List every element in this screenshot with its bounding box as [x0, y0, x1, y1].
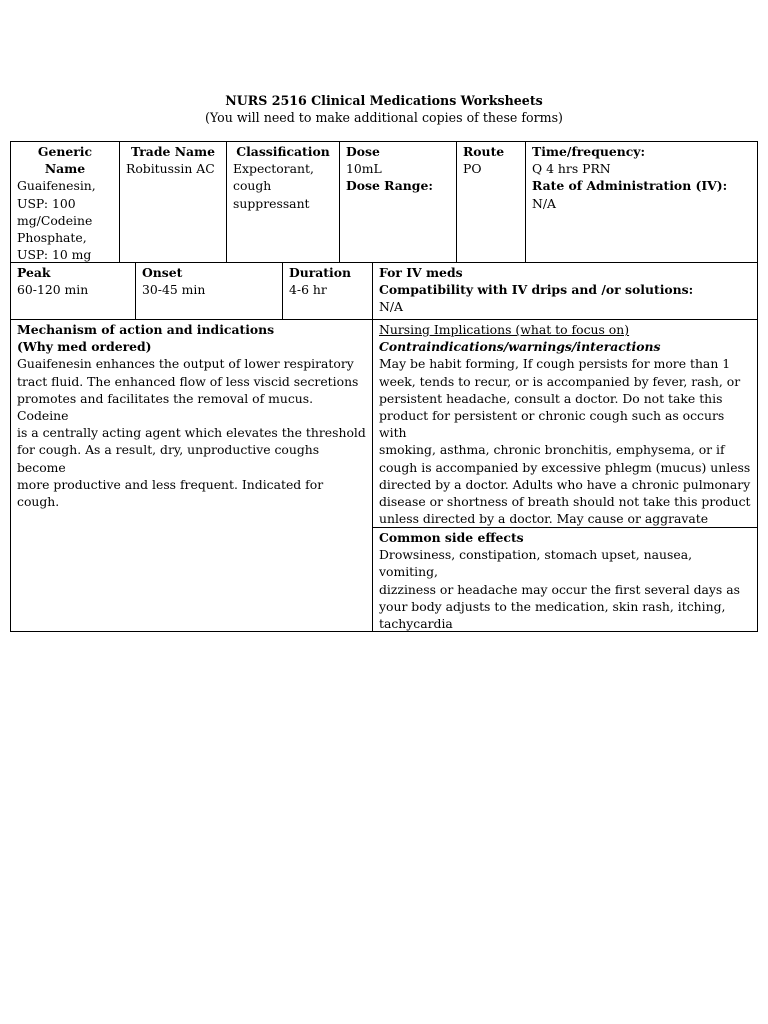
route-value: PO: [463, 161, 482, 177]
side-effects-text-line: your body adjusts to the medication, skin rash, itching,: [379, 598, 726, 614]
generic-name-line: Phosphate,: [17, 230, 87, 246]
iv-compatibility-label: Compatibility with IV drips and /or solutions:: [379, 282, 694, 298]
peak-cell: [10, 262, 136, 320]
duration-label: Duration: [289, 265, 352, 280]
time-frequency-label: Time/frequency:: [532, 144, 646, 159]
side-effects-text-line: dizziness or headache may occur the first several days as: [379, 581, 740, 597]
mechanism-label: Mechanism of action and indications: [17, 322, 275, 337]
onset-value: 30-45 min: [142, 282, 206, 298]
time-frequency-cell: [525, 141, 758, 263]
mechanism-text-line: is a centrally acting agent which elevates the threshold: [17, 425, 366, 441]
generic-name-label: Generic Name: [37, 144, 93, 177]
side-effects-text-line: tachycardia: [379, 616, 453, 632]
generic-name-line: mg/Codeine: [17, 212, 93, 228]
iv-meds-label: For IV meds: [379, 265, 463, 280]
rate-of-administration-value: N/A: [532, 195, 556, 211]
worksheet-subtitle: (You will need to make additional copies of these forms): [205, 110, 563, 125]
rate-of-administration-label: Rate of Administration (IV):: [532, 178, 728, 194]
classification-label: Classification: [236, 144, 330, 159]
time-frequency-value: Q 4 hrs PRN: [532, 161, 611, 177]
route-label: Route: [463, 144, 505, 159]
side-effects-label: Common side effects: [379, 530, 524, 545]
trade-name-cell: [119, 141, 227, 263]
duration-cell: [282, 262, 373, 320]
nursing-implications-cell: [372, 319, 758, 528]
duration-value: 4-6 hr: [289, 282, 327, 298]
nursing-text-line: May be habit forming, If cough persists for more than 1: [379, 356, 731, 372]
mechanism-cell: [10, 319, 373, 632]
mechanism-text-line: promotes and facilitates the removal of mucus. Codeine: [17, 390, 314, 424]
nursing-text-line: cough is accompanied by excessive phlegm (mucus) unless: [379, 459, 751, 475]
side-effects-cell: [372, 527, 758, 632]
mechanism-text-line: tract fluid. The enhanced flow of less viscid secretions: [17, 373, 359, 389]
why-med-ordered-label: (Why med ordered): [17, 339, 152, 355]
nursing-text-line: persistent headache, consult a doctor. Do not take this: [379, 390, 723, 406]
peak-label: Peak: [17, 265, 51, 280]
classification-line: cough: [233, 178, 272, 194]
nursing-text-line: disease or shortness of breath should not take this product: [379, 494, 751, 510]
mechanism-text-line: more productive and less frequent. Indicated for cough.: [17, 476, 324, 510]
iv-meds-cell: [372, 262, 758, 320]
side-effects-text-line: Drowsiness, constipation, stomach upset, nausea, vomiting,: [379, 547, 693, 580]
classification-cell: [226, 141, 340, 263]
peak-value: 60-120 min: [17, 282, 89, 298]
nursing-text-line: week, tends to recur, or is accompanied by fever, rash, or: [379, 373, 741, 389]
generic-name-line: USP: 10 mg: [17, 247, 92, 263]
classification-line: suppressant: [233, 195, 310, 211]
nursing-text-line: unless directed by a doctor. May cause or aggravate: [379, 511, 709, 527]
mechanism-text-line: Guaifenesin enhances the output of lower respiratory: [17, 356, 354, 372]
dose-range-label: Dose Range:: [346, 178, 433, 194]
onset-label: Onset: [142, 265, 183, 280]
dose-label: Dose: [346, 144, 380, 159]
dose-cell: [339, 141, 457, 263]
nursing-text-line: product for persistent or chronic cough such as occurs with: [379, 408, 725, 441]
nursing-text-line: directed by a doctor. Adults who have a chronic pulmonary: [379, 476, 751, 492]
mechanism-text-line: for cough. As a result, dry, unproductive coughs become: [17, 442, 320, 475]
contraindications-label: Contraindications/warnings/interactions: [379, 339, 661, 355]
generic-name-line: Guaifenesin,: [17, 178, 96, 194]
trade-name-value: Robitussin AC: [126, 161, 215, 177]
worksheet-title: NURS 2516 Clinical Medications Worksheets: [225, 93, 543, 108]
nursing-implications-label: Nursing Implications (what to focus on): [379, 322, 630, 337]
classification-line: Expectorant,: [233, 161, 314, 177]
dose-value: 10mL: [346, 161, 382, 177]
generic-name-line: USP: 100: [17, 195, 76, 211]
route-cell: [456, 141, 526, 263]
iv-compatibility-value: N/A: [379, 299, 403, 315]
trade-name-label: Trade Name: [130, 144, 216, 159]
onset-cell: [135, 262, 283, 320]
generic-name-cell: [10, 141, 120, 263]
nursing-text-line: smoking, asthma, chronic bronchitis, emphysema, or if: [379, 442, 725, 458]
